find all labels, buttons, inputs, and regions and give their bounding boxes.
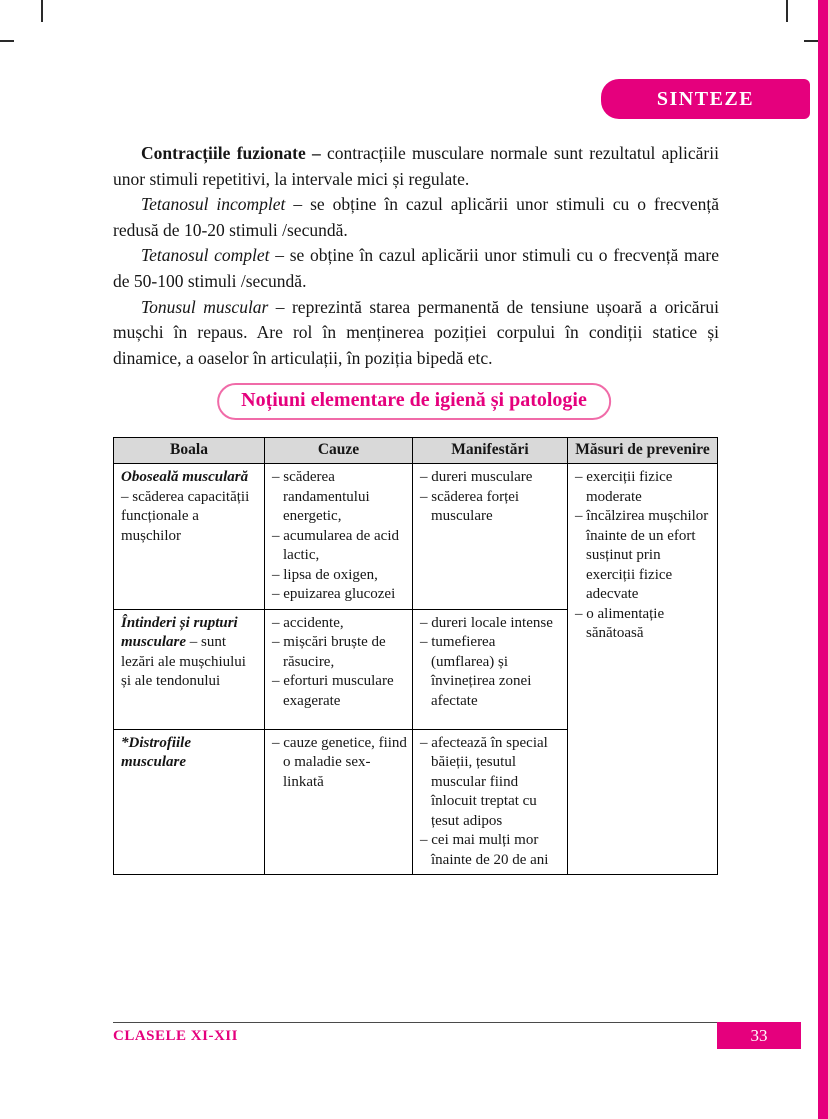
list-item: – dureri musculare <box>420 469 533 485</box>
list-item: – dureri locale intense <box>420 614 553 631</box>
disease-name: Oboseală musculară <box>121 469 249 485</box>
cell-cauze <box>265 729 413 875</box>
list-item: – încălzirea mușchilor înainte de un efort susținut prin exerciții fizice adecvate <box>575 508 709 602</box>
paragraph-tetanos-complet <box>113 243 719 294</box>
disease-name: Întinderi și rupturi musculare <box>121 614 238 650</box>
crop-mark-right <box>804 40 818 42</box>
paragraph-contractiile-fuzionate <box>113 141 719 192</box>
list-item: – eforturi musculare exagerate <box>272 673 394 709</box>
list-item: – cei mai mulți mor înainte de 20 de ani <box>420 832 549 868</box>
pathology-table <box>113 437 718 875</box>
col-header-cauze: Cauze <box>265 438 413 464</box>
list-item: – accidente, <box>272 614 344 631</box>
list-item: – afectează în special băieții, țesutul muscular fiind înlocuit treptat cu țesut adipos <box>420 734 548 829</box>
paragraph-tetanos-incomplet <box>113 192 719 243</box>
list-item: – scăderea forței musculare <box>420 488 520 524</box>
crop-mark-top-left <box>41 0 43 22</box>
cell-manifestari <box>413 729 568 875</box>
col-header-boala: Boala <box>114 438 265 464</box>
paragraph-rest: – se obține în cazul aplicării unor stimuli cu o frecvență redusă de 10-20 stimuli /secundă. <box>113 194 719 240</box>
disease-desc: – sunt lezări ale mușchiului și ale tendonului <box>121 634 246 689</box>
body-text <box>113 141 719 371</box>
paragraph-lead: Tetanosul complet <box>141 245 270 266</box>
list-item: – exerciții fizice moderate <box>575 469 673 505</box>
list-item: – cauze genetice, fiind o maladie sex-linkată <box>272 734 407 790</box>
page-edge-strip <box>818 0 828 1119</box>
paragraph-lead: Contracțiile fuzionate – <box>141 143 321 163</box>
paragraph-lead: Tetanosul incomplet <box>141 194 286 215</box>
col-header-manifestari: Manifestări <box>413 438 568 464</box>
disease-name: *Distrofiile musculare <box>121 734 191 770</box>
cell-cauze <box>265 609 413 729</box>
list-item: – mișcări bruște de răsucire, <box>272 634 386 670</box>
section-title: Noțiuni elementare de igienă și patologie <box>241 389 587 411</box>
list-item: – tumefierea (umflarea) și învinețirea zonei afectate <box>420 634 532 709</box>
cell-masuri-de-prevenire <box>568 464 718 875</box>
cell-manifestari <box>413 609 568 729</box>
footer-divider <box>113 1022 717 1023</box>
list-item: – acumularea de acid lactic, <box>272 527 400 563</box>
paragraph-rest: contracțiile musculare normale sunt rezultatul aplicării unor stimuli repetitivi, la intervale mici și regulate. <box>113 143 719 189</box>
list-item: – scăderea randamentului energetic, <box>272 469 370 524</box>
list-item: – o alimentație sănătoasă <box>575 605 665 641</box>
disease-desc: – scăderea capacității funcționale a mușchilor <box>121 488 250 544</box>
crop-mark-top-right <box>786 0 788 22</box>
cell-boala <box>114 464 265 610</box>
cell-cauze <box>265 464 413 610</box>
paragraph-tonus-muscular <box>113 295 719 372</box>
sinteze-badge: SINTEZE <box>601 79 810 119</box>
paragraph-lead: Tonusul muscular <box>141 296 269 317</box>
crop-mark-left <box>0 40 14 42</box>
table-row-oboseala <box>114 464 718 610</box>
col-header-masuri: Măsuri de prevenire <box>568 438 718 464</box>
cell-manifestari <box>413 464 568 610</box>
paragraph-rest: – reprezintă starea permanentă de tensiune ușoară a oricărui mușchi în repaus. Are rol în menținerea poziției corpului în condiții statice și dinamice, a oaselor în articulații, în poziția bipedă etc. <box>113 296 720 368</box>
list-item: – lipsa de oxigen, <box>272 566 378 583</box>
list-item: – epuizarea glucozei <box>272 586 396 602</box>
section-title-pill <box>217 383 611 420</box>
cell-boala <box>114 609 265 729</box>
paragraph-rest: – se obține în cazul aplicării unor stimuli cu o frecvență mare de 50-100 stimuli /secundă. <box>113 245 720 291</box>
page-number-box <box>717 1022 801 1049</box>
page-number: 33 <box>750 1025 768 1045</box>
cell-boala <box>114 729 265 875</box>
table-header-row <box>114 438 718 464</box>
footer-class-label: CLASELE XI-XII <box>113 1028 238 1044</box>
